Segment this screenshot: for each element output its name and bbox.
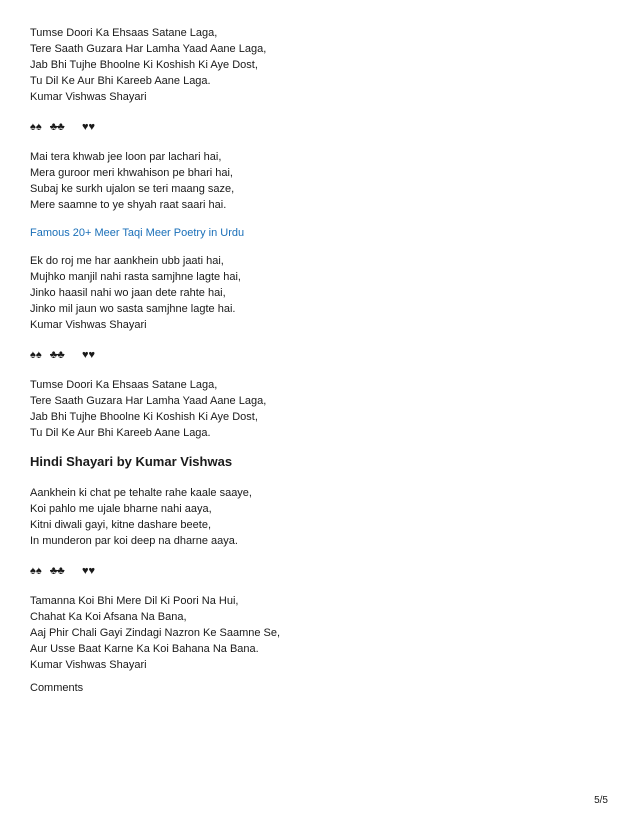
poem-line: Tumse Doori Ka Ehsaas Satane Laga,	[30, 27, 218, 39]
poem-line: Tere Saath Guzara Har Lamha Yaad Aane Laga,	[30, 395, 267, 407]
poem-block	[30, 593, 610, 673]
poem-line: Tu Dil Ke Aur Bhi Kareeb Aane Laga.	[30, 75, 211, 87]
poem-line: Koi pahlo me ujale bharne nahi aaya,	[30, 503, 212, 515]
poem-credit: Kumar Vishwas Shayari	[30, 319, 147, 331]
heart-symbols: ♥♥	[82, 121, 96, 133]
club-symbols: ♣♣	[50, 349, 65, 361]
club-symbols: ♣♣	[50, 121, 65, 133]
poem-line: Jinko haasil nahi wo jaan dete rahte hai,	[30, 287, 226, 299]
poem-line: Aur Usse Baat Karne Ka Koi Bahana Na Bana.	[30, 643, 259, 655]
poem-line: Jab Bhi Tujhe Bhoolne Ki Koshish Ki Aye Dost,	[30, 411, 258, 423]
poem-credit: Kumar Vishwas Shayari	[30, 659, 147, 671]
poem-line: Ek do roj me har aankhein ubb jaati hai,	[30, 255, 224, 267]
related-article-link[interactable]: Famous 20+ Meer Taqi Meer Poetry in Urdu	[30, 227, 245, 239]
suit-divider	[30, 119, 104, 135]
article-content	[30, 25, 610, 685]
poem-line: Tamanna Koi Bhi Mere Dil Ki Poori Na Hui,	[30, 595, 239, 607]
section-heading: Hindi Shayari by Kumar Vishwas	[30, 454, 233, 469]
poem-line: Chahat Ka Koi Afsana Na Bana,	[30, 611, 187, 623]
poem-block	[30, 485, 610, 549]
poem-line: Kitni diwali gayi, kitne dashare beete,	[30, 519, 211, 531]
poem-line: Tu Dil Ke Aur Bhi Kareeb Aane Laga.	[30, 427, 211, 439]
poem-block	[30, 253, 610, 333]
poem-line: Tumse Doori Ka Ehsaas Satane Laga,	[30, 379, 218, 391]
poem-line: Mujhko manjil nahi rasta samjhne lagte hai,	[30, 271, 241, 283]
poem-line: Mera guroor meri khwahison pe bhari hai,	[30, 167, 233, 179]
suit-divider	[30, 347, 104, 363]
poem-block	[30, 149, 610, 213]
spade-symbols: ♠♠	[30, 121, 42, 133]
poem-block	[30, 377, 610, 441]
heart-symbols: ♥♥	[82, 565, 96, 577]
poem-line: In munderon par koi deep na dharne aaya.	[30, 535, 238, 547]
page-number: 5/5	[594, 795, 608, 806]
spade-symbols: ♠♠	[30, 349, 42, 361]
poem-line: Mere saamne to ye shyah raat saari hai.	[30, 199, 227, 211]
poem-line: Mai tera khwab jee loon par lachari hai,	[30, 151, 222, 163]
poem-line: Aaj Phir Chali Gayi Zindagi Nazron Ke Saamne Se,	[30, 627, 281, 639]
poem-line: Jab Bhi Tujhe Bhoolne Ki Koshish Ki Aye Dost,	[30, 59, 258, 71]
heart-symbols: ♥♥	[82, 349, 96, 361]
comments-label: Comments	[30, 682, 84, 694]
suit-divider	[30, 563, 104, 579]
poem-block	[30, 25, 610, 105]
poem-line: Jinko mil jaun wo sasta samjhne lagte hai.	[30, 303, 236, 315]
poem-credit: Kumar Vishwas Shayari	[30, 91, 147, 103]
poem-line: Subaj ke surkh ujalon se teri maang saze,	[30, 183, 235, 195]
poem-line: Tere Saath Guzara Har Lamha Yaad Aane Laga,	[30, 43, 267, 55]
club-symbols: ♣♣	[50, 565, 65, 577]
poem-line: Aankhein ki chat pe tehalte rahe kaale saaye,	[30, 487, 252, 499]
spade-symbols: ♠♠	[30, 565, 42, 577]
